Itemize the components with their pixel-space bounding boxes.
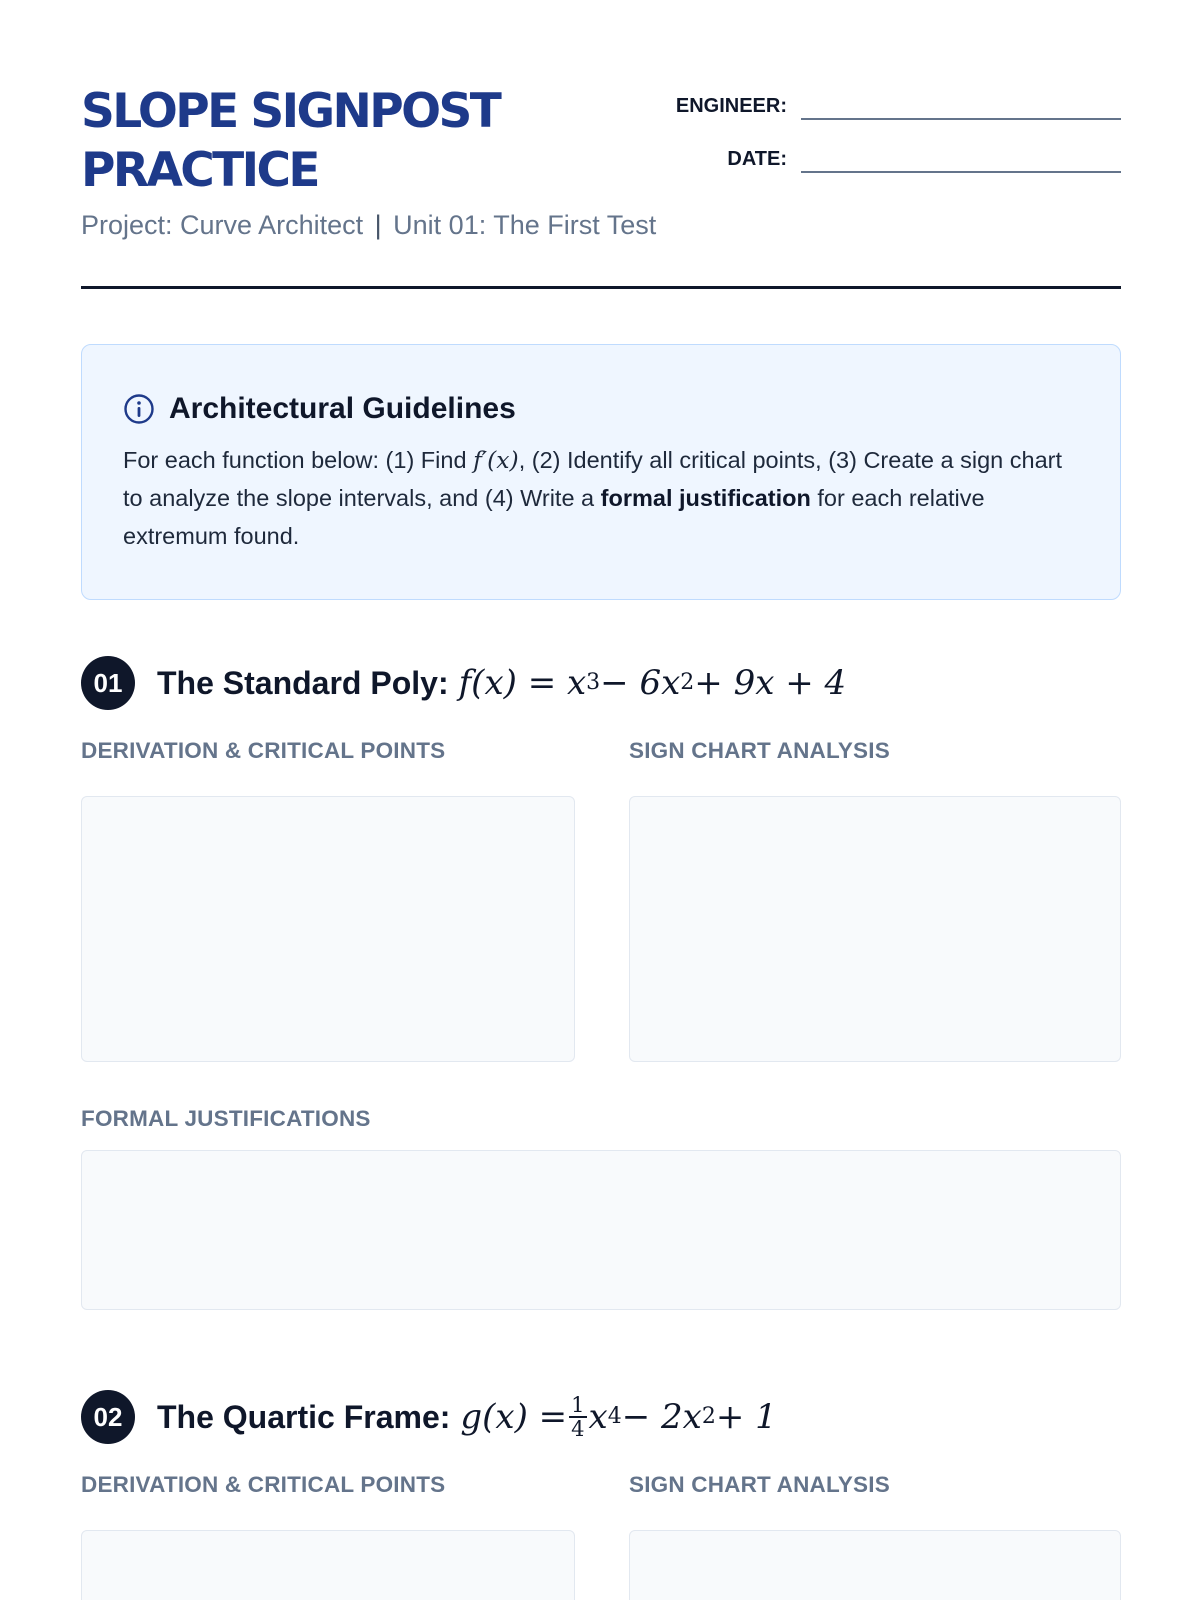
subtitle-unit: Unit 01: The First Test — [393, 210, 657, 240]
subtitle-separator: | — [374, 210, 382, 240]
guidelines-bold: formal justification — [600, 485, 811, 511]
problem-formula: f(x) = x 3 − 6x 2 + 9x + 4 — [458, 663, 847, 703]
guidelines-title: Architectural Guidelines — [169, 392, 516, 425]
derivation-workspace[interactable] — [81, 796, 575, 1062]
info-icon — [123, 393, 155, 425]
formula-part: + 1 — [715, 1397, 777, 1437]
problem-section-1 — [81, 656, 1121, 710]
problem-title: The Quartic Frame: — [157, 1398, 451, 1435]
guidelines-heading — [123, 389, 1080, 429]
formula-fraction — [569, 1394, 586, 1440]
derivation-workspace[interactable] — [81, 1530, 575, 1600]
derivation-label: DERIVATION & CRITICAL POINTS — [81, 1472, 446, 1497]
justification-label: FORMAL JUSTIFICATIONS — [81, 1106, 371, 1131]
worksheet-header — [81, 0, 1121, 292]
date-row — [671, 139, 1121, 173]
formula-part: − 6x — [600, 663, 681, 703]
sign-chart-workspace[interactable] — [629, 1530, 1121, 1600]
problem-heading — [81, 1390, 1121, 1444]
formula-part: g(x) = — [460, 1397, 568, 1437]
fraction-numerator: 1 — [571, 1393, 585, 1417]
derivation-label: DERIVATION & CRITICAL POINTS — [81, 738, 446, 763]
fraction-denominator: 4 — [571, 1417, 585, 1441]
page-title: SLOPE SIGNPOST PRACTICE — [81, 84, 500, 198]
header-divider — [81, 286, 1121, 289]
sign-chart-label: SIGN CHART ANALYSIS — [629, 738, 890, 763]
engineer-label: ENGINEER: — [675, 95, 787, 117]
problem-section-2 — [81, 1390, 1121, 1444]
page-subtitle — [81, 210, 656, 241]
engineer-field[interactable] — [801, 86, 1121, 120]
problem-number-badge: 02 — [81, 1390, 135, 1444]
worksheet-page — [81, 0, 1121, 1497]
formula-part: − 2x — [621, 1397, 702, 1437]
formula-part: + 9x + 4 — [694, 663, 847, 703]
problem-heading — [81, 656, 1121, 710]
engineer-row — [671, 86, 1121, 120]
guidelines-text-2: , (2) Identify all critical points, (3) Create a sign chart to analyze the slope intervals, and (4) Write a — [123, 447, 1063, 511]
problem-title: The Standard Poly: — [157, 664, 449, 701]
justification-workspace[interactable] — [81, 1150, 1121, 1310]
formula-part: f(x) = x — [458, 663, 587, 703]
sign-chart-label: SIGN CHART ANALYSIS — [629, 1472, 890, 1497]
guidelines-text — [123, 441, 1078, 555]
date-label: DATE: — [727, 148, 787, 170]
problem-number-badge: 01 — [81, 656, 135, 710]
guidelines-math: f′(x) — [473, 446, 519, 474]
problem-formula: g(x) = $\frac{1}{4}$ x 4 − 2x 2 + 1 — [460, 1393, 777, 1441]
date-field[interactable] — [801, 139, 1121, 173]
sign-chart-workspace[interactable] — [629, 796, 1121, 1062]
guidelines-box — [81, 344, 1121, 600]
guidelines-text-1: For each function below: (1) Find — [123, 447, 474, 473]
subtitle-project: Project: Curve Architect — [81, 210, 364, 240]
formula-part: x — [588, 1397, 608, 1437]
guidelines-text-3: for each relative extremum found. — [123, 485, 985, 549]
